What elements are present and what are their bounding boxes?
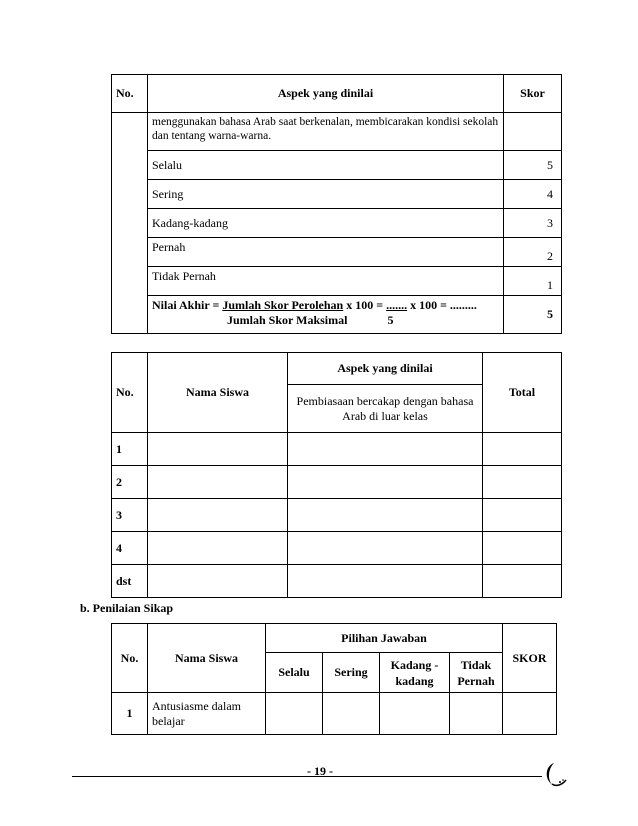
formula-denominator: Jumlah Skor Maksimal: [227, 313, 348, 327]
row-number: 3: [112, 499, 148, 532]
table-row: [112, 267, 562, 296]
rubric-score: 5: [504, 151, 562, 180]
empty-score-cell: [504, 113, 562, 151]
header-aspect: Aspek yang dinilai: [148, 75, 504, 113]
table-row: [112, 499, 562, 532]
rubric-score: 2: [504, 238, 562, 267]
header-student-name: Nama Siswa: [148, 624, 266, 693]
table-header-row: [112, 353, 562, 385]
header-aspect: Aspek yang dinilai: [288, 353, 483, 385]
section-title: b. Penilaian Sikap: [80, 601, 174, 615]
final-score-row: [112, 296, 562, 334]
table-header-row: [112, 75, 562, 113]
final-score-value: 5: [504, 296, 562, 334]
row-number: 1: [112, 433, 148, 466]
assessment-rubric-table: [111, 74, 562, 334]
rubric-label: Sering: [148, 180, 504, 209]
header-sub-aspect: Pembiasaan bercakap dengan bahasa Arab di luar kelas: [288, 385, 483, 433]
crescent-moon-logo-icon: [540, 760, 568, 790]
header-score: Skor: [504, 75, 562, 113]
row-number: 4: [112, 532, 148, 565]
row-number: dst: [112, 565, 148, 598]
rubric-label: Selalu: [148, 151, 504, 180]
header-option-sometimes: Kadang - kadang: [380, 653, 450, 693]
footer-divider: [72, 776, 542, 777]
header-option-rarely: Tidak Pernah: [450, 653, 503, 693]
header-score: SKOR: [503, 624, 557, 693]
table-row: [112, 693, 557, 735]
row-number: 1: [112, 693, 148, 735]
table-row: [112, 433, 562, 466]
rubric-score: 3: [504, 209, 562, 238]
table-row: [112, 238, 562, 267]
table-row: [112, 466, 562, 499]
table-row: [112, 565, 562, 598]
header-option-always: Selalu: [266, 653, 323, 693]
final-score-formula: Nilai Akhir = Jumlah Skor Perolehan x 100 = ....... x 100 = ......... Jumlah Skor Maksimal 5: [148, 296, 504, 334]
rubric-score: 1: [504, 267, 562, 296]
aspect-description: menggunakan bahasa Arab saat berkenalan, membicarakan kondisi sekolah dan tentang warna-warna.: [148, 113, 504, 151]
table-row: [112, 151, 562, 180]
formula-numerator: Jumlah Skor Perolehan: [222, 298, 344, 312]
empty-no-cell: [112, 113, 148, 334]
rubric-label: Kadang-kadang: [148, 209, 504, 238]
header-total: Total: [483, 353, 562, 433]
student-speaking-table: [111, 352, 562, 598]
table-row: [112, 209, 562, 238]
table-header-row: [112, 624, 557, 653]
header-student-name: Nama Siswa: [148, 353, 288, 433]
table-row: [112, 180, 562, 209]
header-no: No.: [112, 353, 148, 433]
header-no: No.: [112, 75, 148, 113]
rubric-label: Pernah: [148, 238, 504, 267]
header-no: No.: [112, 624, 148, 693]
attitude-assessment-table: [111, 623, 557, 735]
table-row: [112, 532, 562, 565]
rubric-score: 4: [504, 180, 562, 209]
rubric-label: Tidak Pernah: [148, 267, 504, 296]
row-number: 2: [112, 466, 148, 499]
table-row: [112, 113, 562, 151]
page-number: - 19 -: [307, 764, 333, 778]
student-name-cell: Antusiasme dalam belajar: [148, 693, 266, 735]
header-answer-choices: Pilihan Jawaban: [266, 624, 503, 653]
header-option-often: Sering: [323, 653, 380, 693]
